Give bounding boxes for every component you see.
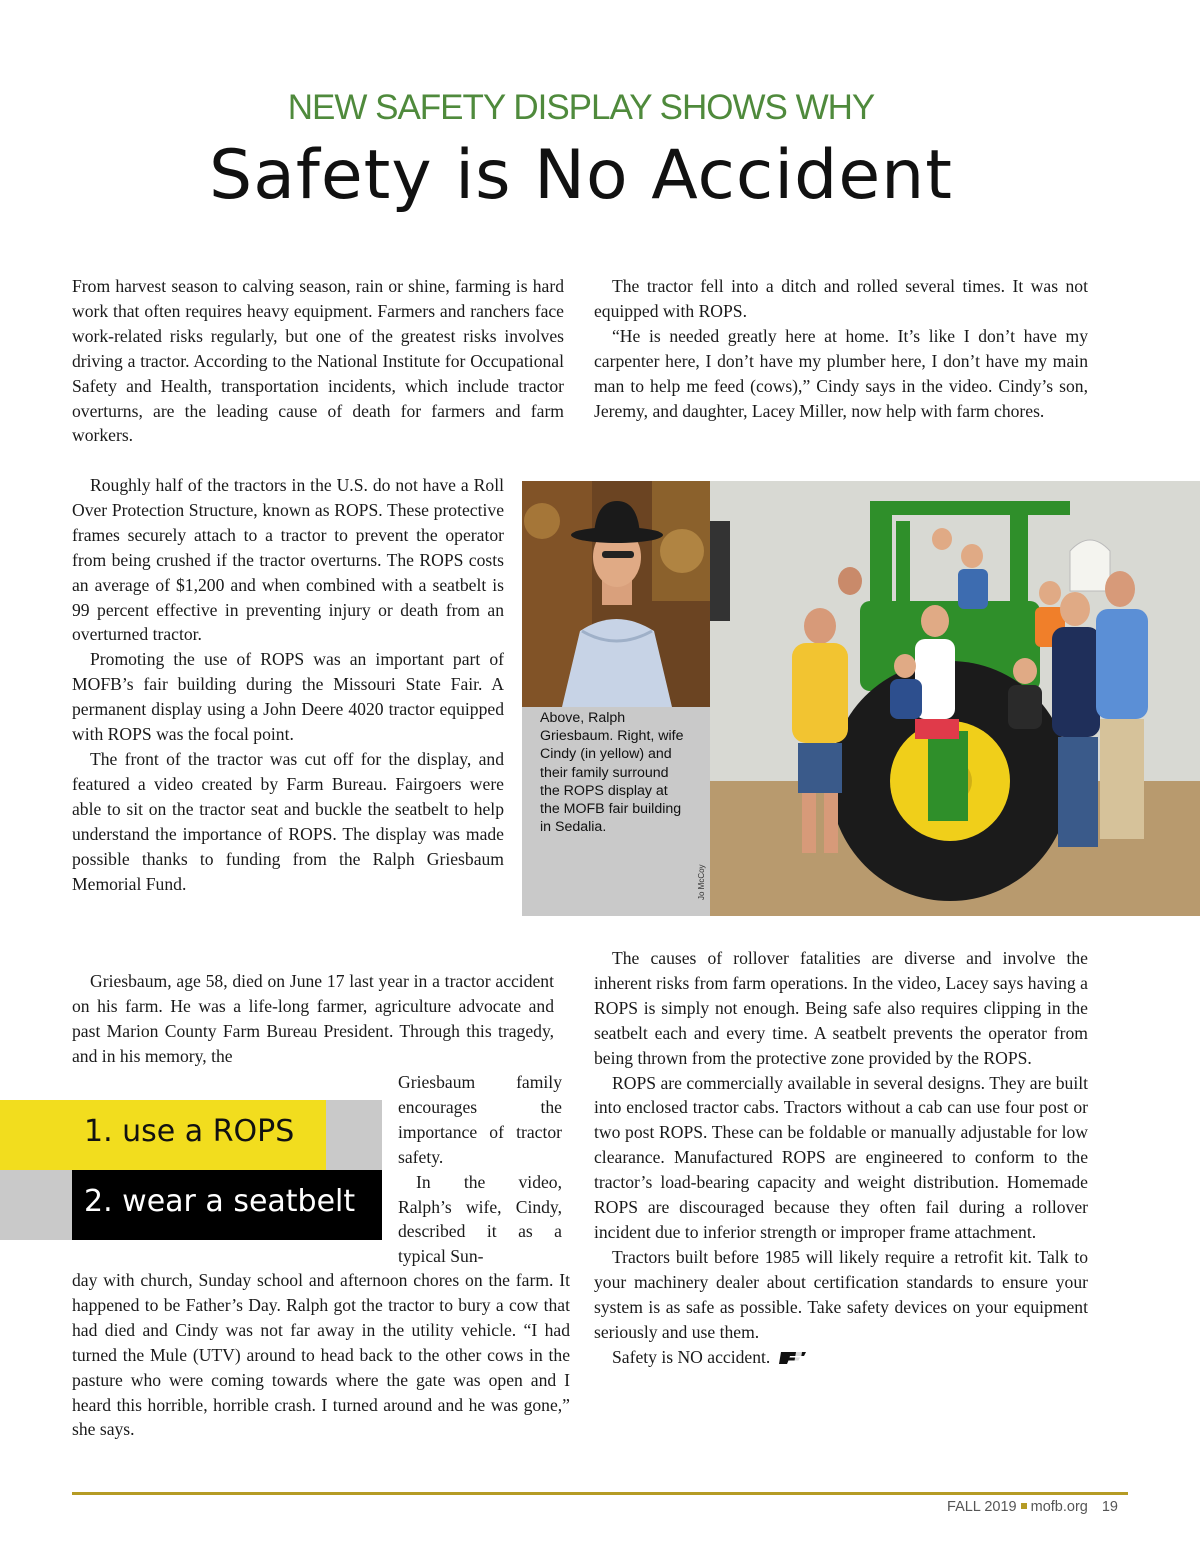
article-column-left-middle: [72, 969, 554, 1069]
page-footer: [947, 1499, 1118, 1515]
farm-bureau-logo-icon: [778, 1351, 808, 1365]
footer-rule: [72, 1492, 1128, 1495]
article-column-right-bottom: [594, 946, 1088, 1369]
photo-caption-box: [522, 707, 710, 916]
callout-step2-label: 2. wear a seatbelt: [84, 1184, 356, 1219]
paragraph-video-story: day with church, Sunday school and afternoon chores on the farm. It happened to be Father’s Day. Ralph got the tractor to bury a cow that had died and Cindy was not far away in the utility vehicle. “I had turned the Mule (UTV) around to head back to the other cows in the pasture who were coming towards where the gate was open and I heard this horrible, horrible crash. I turned around and he was gone,” she says.: [72, 1270, 570, 1440]
article-title: Safety is No Accident: [209, 136, 953, 215]
paragraph-rops-designs: ROPS are commercially available in several designs. They are built into enclosed tractor cabs. Tractors without a cab can use four post or two post ROPS. These can be foldable or manually adjustable for low clearance. Manufactured ROPS are engineered to conform to the tractor’s load-bearing capacity and weight distribution. Homemade ROPS are discouraged because they often fail during a rollover incident due to inferior strength or improper frame attachment.: [594, 1072, 1088, 1242]
paragraph-display-details: The front of the tractor was cut off for the display, and featured a video created by Farm Bureau. Fairgoers were able to sit on the tractor seat and buckle the seatbelt to help understand the importance of ROPS. The display was made possible thanks to funding from the Ralph Griesbaum Memorial Fund.: [72, 748, 504, 894]
paragraph-closing: [594, 1345, 1088, 1370]
callout-step2: [72, 1170, 382, 1240]
paragraph-rollover-causes: The causes of rollover fatalities are diverse and involve the inherent risks from farm operations. In the video, Lacey says having a ROPS is simply not enough. Being safe also requires clipping in the seatbelt each and every time. A seatbelt prevents the operator from being thrown from the protective zone provided by the ROPS.: [594, 948, 1088, 1068]
photo-caption: Above, Ralph Griesbaum. Right, wife Cindy (in yellow) and their family surround the ROPS display at the MOFB fair building in Sedalia.: [540, 710, 684, 836]
paragraph-tractor-fell: The tractor fell into a ditch and rolled several times. It was not equipped with ROPS.: [594, 276, 1088, 321]
paragraph-cindy-quote: “He is needed greatly here at home. It’s like I don’t have my carpenter here, I don’t have my plumber here, I don’t have my main man to help me feed (cows),” Cindy says in the video. Cindy’s son, Jeremy, and daughter, Lacey Miller, now help with farm chores.: [594, 325, 1088, 421]
paragraph-griesbaum: Griesbaum, age 58, died on June 17 last year in a tractor accident on his farm. He was a life-long farmer, agriculture advocate and past Marion County Farm Bureau President. Through this tragedy, and in his memory, the: [72, 971, 554, 1066]
paragraph-rops-definition: Roughly half of the tractors in the U.S. do not have a Roll Over Protection Structure, known as ROPS. These protective frames securely attach to a tractor to prevent the operator from being crushed if the tractor overturns. The ROPS costs an average of $1,200 and when combined with a seatbelt is 99 percent effective in preventing injury or death from an overturned tractor.: [72, 475, 504, 645]
paragraph-intro: From harvest season to calving season, rain or shine, farming is hard work that often requires heavy equipment. Farmers and ranchers face work-related risks regularly, but one of the greatest risks involves driving a tractor. According to the National Institute for Occupational Safety and Health, transportation incidents, which include tractor overturns, are the leading cause of death for farmers and farm workers.: [72, 276, 564, 446]
callout-step1: [0, 1100, 326, 1170]
paragraph-family-encourages: Griesbaum family encourages the importance of tractor safety.: [398, 1072, 562, 1167]
page-number: 19: [1101, 1499, 1118, 1515]
article-column-right-top: [594, 274, 1088, 423]
paragraph-retrofit: Tractors built before 1985 will likely require a retrofit kit. Talk to your machinery dealer about certification standards to ensure your system is as safe as possible. Take safety devices on your equipment seriously and use them.: [594, 1246, 1088, 1342]
article-column-wrap: [398, 1070, 562, 1269]
photo-credit: Jo McCoy: [697, 864, 706, 900]
family-rops-display-photo: [710, 481, 1200, 916]
article-column-left-bottom: [72, 1268, 570, 1442]
article-kicker: NEW SAFETY DISPLAY SHOWS WHY: [287, 88, 875, 127]
article-column-left-narrow: [72, 473, 504, 896]
paragraph-video-start: In the video, Ralph’s wife, Cindy, described it as a typical Sun-: [398, 1171, 562, 1267]
paragraph-fair-display: Promoting the use of ROPS was an important part of MOFB’s fair building during the Missouri State Fair. A permanent display using a John Deere 4020 tractor equipped with ROPS was the focal point.: [72, 649, 504, 745]
article-column-left-top: [72, 274, 564, 448]
callout-step1-label: 1. use a ROPS: [84, 1114, 295, 1149]
footer-separator-icon: [1021, 1503, 1027, 1509]
footer-site: mofb.org: [1030, 1499, 1088, 1515]
closing-line: Safety is NO accident.: [612, 1346, 771, 1367]
footer-issue: FALL 2019: [947, 1499, 1017, 1515]
ralph-griesbaum-photo: [522, 481, 710, 707]
